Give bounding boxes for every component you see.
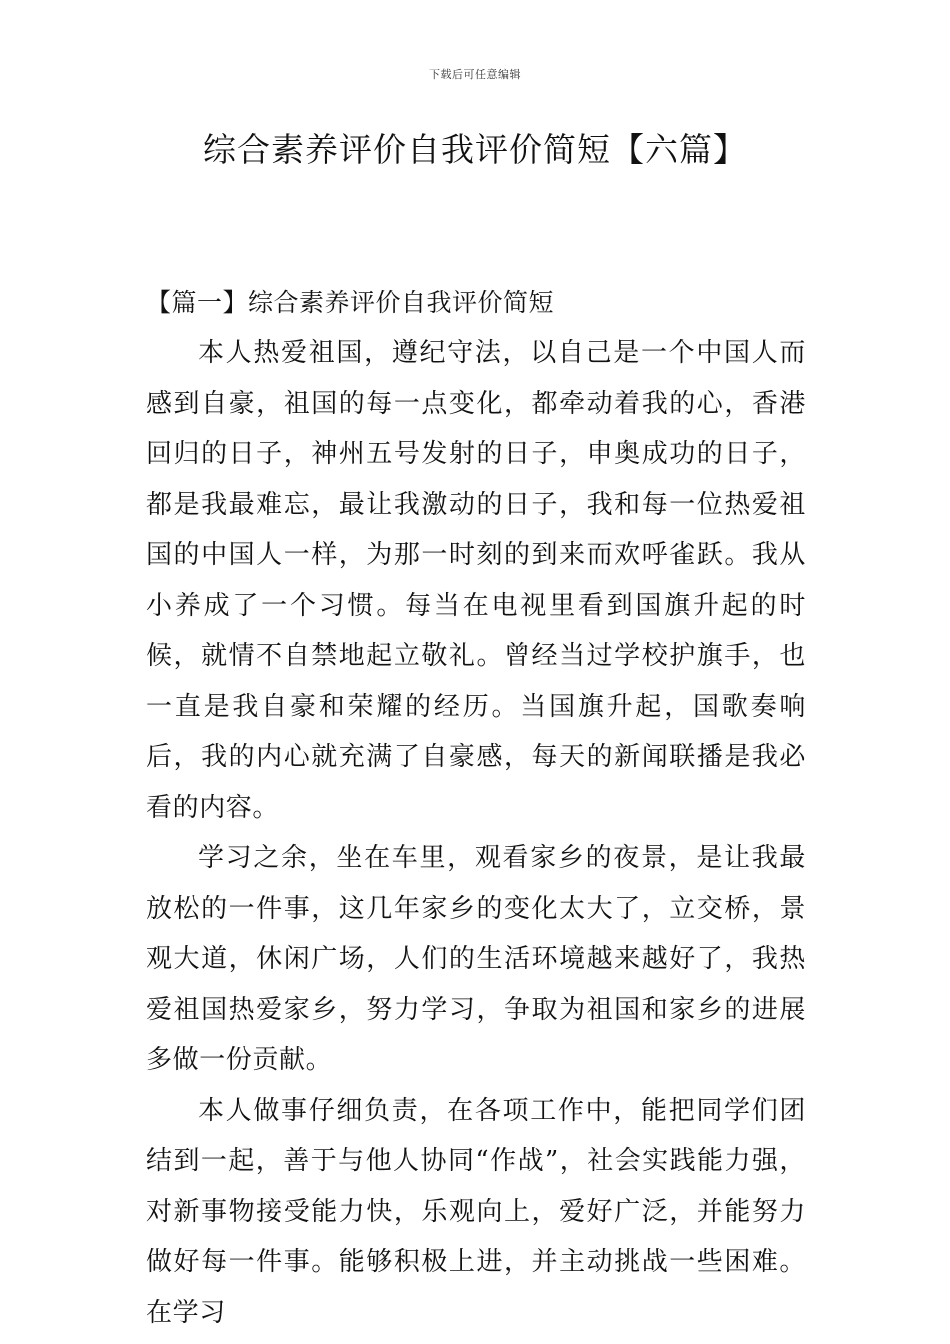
paragraph-1: 本人热爱祖国，遵纪守法，以自己是一个中国人而感到自豪，祖国的每一点变化，都牵动着我的心，香港回归的日子，神州五号发射的日子，申奥成功的日子，都是我最难忘，最让我激动的日子，我和每一位热爱祖国的中国人一样，为那一时刻的到来而欢呼雀跃。我从小养成了一个习惯。每当在电视里看到国旗升起的时候，就情不自禁地起立敬礼。曾经当过学校护旗手，也一直是我自豪和荣耀的经历。当国旗升起，国歌奏响后，我的内心就充满了自豪感，每天的新闻联播是我必看的内容。 [146,338,806,823]
document-title: 综合素养评价自我评价简短【六篇】 [203,130,747,169]
header-note: 下载后可任意编辑 [429,68,521,81]
paragraph-3: 本人做事仔细负责，在各项工作中，能把同学们团结到一起，善于与他人协同“作战”，社会实践能力强，对新事物接受能力快，乐观向上，爱好广泛，并能努力做好每一件事。能够积极上进，并主动挑战一些困难。在学习 [146,1095,806,1328]
section-heading: 【篇一】综合素养评价自我评价简短 [146,288,555,317]
document-body [146,278,806,1338]
paragraph-2: 学习之余，坐在车里，观看家乡的夜景，是让我最放松的一件事，这几年家乡的变化太大了，立交桥，景观大道，休闲广场，人们的生活环境越来越好了，我热爱祖国热爱家乡，努力学习，争取为祖国和家乡的进展多做一份贡献。 [146,843,806,1075]
